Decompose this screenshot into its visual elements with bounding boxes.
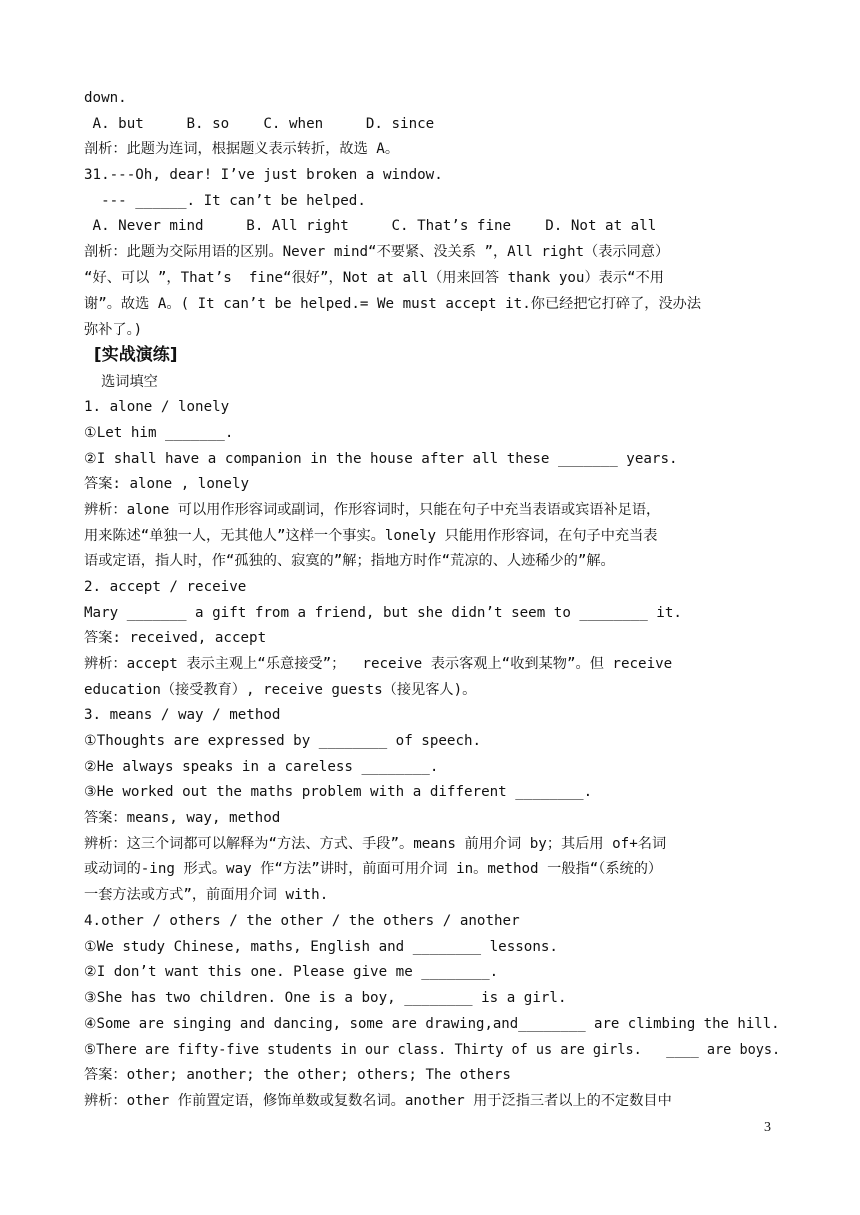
text-line: ②I shall have a companion in the house after all these _______ years. [84, 451, 678, 467]
text-line: 2. accept / receive [84, 579, 247, 595]
section-heading: [实战演练] [88, 345, 178, 365]
text-line: 辨析：accept 表示主观上“乐意接受”； receive 表示客观上“收到某物”。但 receive [84, 656, 673, 672]
text-line: 1. alone / lonely [84, 399, 230, 415]
text-line: A. Never mind B. All right C. That’s fine D. Not at all [84, 218, 657, 234]
text-line: ①Thoughts are expressed by ________ of speech. [84, 733, 482, 749]
text-line: 答案: received, accept [84, 630, 267, 646]
text-line: Mary _______ a gift from a friend, but she didn’t seem to ________ it. [84, 605, 682, 621]
text-line: ③She has two children. One is a boy, ________ is a girl. [84, 990, 567, 1006]
text-line: 31.---Oh, dear! I’ve just broken a window. [84, 167, 443, 183]
text-line: education（接受教育）, receive guests（接见客人)。 [84, 682, 477, 698]
text-line: 弥补了。) [84, 322, 143, 338]
text-line: 4.other / others / the other / the others / another [84, 913, 520, 929]
text-line: 选词填空 [84, 374, 158, 390]
text-line: ①We study Chinese, maths, English and ________ lessons. [84, 939, 558, 955]
text-line: 一套方法或方式”，前面用介词 with. [84, 887, 329, 903]
text-line: 语或定语，指人时，作“孤独的、寂寞的”解；指地方时作“荒凉的、人迹稀少的”解。 [84, 553, 615, 569]
text-line: 剖析：此题为连词，根据题义表示转折，故选 A。 [84, 141, 400, 157]
text-line: 辨析：alone 可以用作形容词或副词，作形容词时，只能在句子中充当表语或宾语补足语， [84, 502, 661, 518]
text-line: 辨析：other 作前置定语，修饰单数或复数名词。another 用于泛指三者以上的不定数目中 [84, 1093, 672, 1109]
text-line: ③He worked out the maths problem with a different ________. [84, 784, 593, 800]
text-line: down. [84, 90, 127, 106]
text-line: ①Let him _______. [84, 425, 234, 441]
text-line: “好、可以 ”，That’s fine“很好”，Not at all（用来回答 thank you）表示“不用 [84, 270, 664, 286]
text-line: ⑤There are fifty-five students in our class. Thirty of us are girls. ____ are boys. [84, 1042, 781, 1058]
text-line: A. but B. so C. when D. since [84, 116, 435, 132]
text-line: 答案：other; another; the other; others; The others [84, 1067, 511, 1083]
text-line: ④Some are singing and dancing, some are drawing,and________ are climbing the hill. [84, 1016, 780, 1032]
text-line: ②I don’t want this one. Please give me ________. [84, 964, 499, 980]
text-line: 3. means / way / method [84, 707, 281, 723]
text-line: 辨析：这三个词都可以解释为“方法、方式、手段”。means 前用介词 by；其后用 of+名词 [84, 836, 667, 852]
text-line: 答案：means, way, method [84, 810, 281, 826]
text-line: 剖析：此题为交际用语的区别。Never mind“不要紧、没关系 ”，All right（表示同意） [84, 244, 670, 260]
text-line: 答案: alone , lonely [84, 476, 250, 492]
page-number: 3 [764, 1120, 771, 1135]
text-line: ②He always speaks in a careless ________. [84, 759, 439, 775]
text-line: --- ______. It can’t be helped. [84, 193, 366, 209]
text-line: 或动词的-ing 形式。way 作“方法”讲时，前面可用介词 in。method 一般指“（系统的） [84, 861, 663, 877]
text-line: 谢”。故选 A。( It can’t be helped.= We must accept it.你已经把它打碎了，没办法 [84, 296, 702, 312]
text-line: 用来陈述“单独一人，无其他人”这样一个事实。lonely 只能用作形容词，在句子中充当表 [84, 528, 658, 544]
